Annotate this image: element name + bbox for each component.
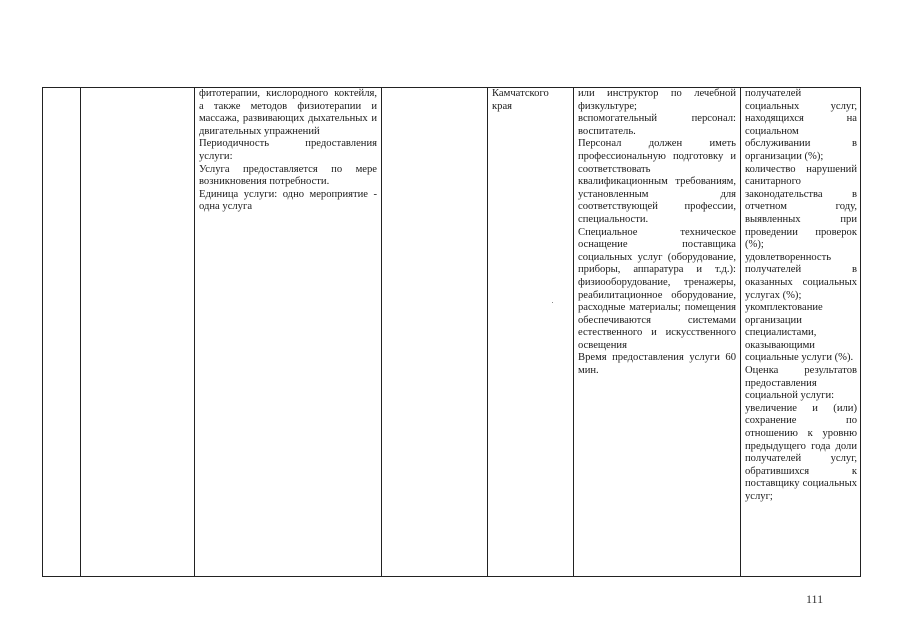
column-border (487, 87, 488, 577)
indicator-share-recipients: получателей социальных услуг, находящихся на социальном обслуживании в организации (%); (745, 88, 857, 162)
description-methods: фитотерапии, кислородного коктейля, а также методов физиотерапии и массажа, развивающих дыхательных и двигательных упражнений (199, 88, 377, 137)
conditions-auxiliary-staff: вспомогательный персонал: воспитатель. (578, 113, 736, 137)
indicator-evaluation-heading: Оценка результатов предоставления социальной услуги: (745, 365, 857, 402)
column-border (194, 87, 195, 577)
page-number: 111 (806, 592, 824, 606)
description-periodicity-heading: Периодичность предоставления услуги: (199, 138, 377, 162)
column-border (740, 87, 741, 577)
scan-speck (552, 302, 553, 303)
table-top-border (42, 87, 860, 88)
conditions-duration: Время предоставления услуги 60 мин. (578, 352, 736, 377)
conditions-qualification: Персонал должен иметь профессиональную подготовку и соответствовать квалификационным требованиям, установленным для соответствующей профессии, специальности. (578, 138, 736, 225)
indicator-evaluation-text: увеличение и (или) сохранение по отношению к уровню предыдущего года доли получателей услуг, обратившихся к поставщику социальных услуг; (745, 402, 857, 502)
description-unit: Единица услуги: одно мероприятие - одна услуга (199, 188, 377, 213)
indicator-sanitary-violations: количество нарушений санитарного законодательства в отчетном году, выявленных при проведении проверок (%); (745, 163, 857, 251)
region-text: Камчатского края (492, 88, 549, 112)
description-periodicity-text: Услуга предоставляется по мере возникновения потребности. (199, 163, 377, 188)
quality-indicators-cell (745, 88, 857, 504)
column-border (860, 87, 861, 577)
service-description-cell (199, 88, 377, 214)
indicator-staffing: укомплектование организации специалистами, оказывающими социальные услуги (%). (745, 302, 854, 364)
column-border (80, 87, 81, 577)
service-conditions-cell (578, 88, 736, 378)
column-border (381, 87, 382, 577)
conditions-instructor: или инструктор по лечебной физкультуре; (578, 88, 736, 112)
indicator-satisfaction: удовлетворенность получателей в оказанных социальных услугах (%); (745, 251, 857, 301)
column-border (573, 87, 574, 577)
table-bottom-border (42, 576, 860, 577)
conditions-equipment: Специальное техническое оснащение поставщика социальных услуг (оборудование, приборы, аппаратура и т.д.): физиооборудование, тренажеры, реабилитационное оборудование, расходные материалы; помещения обеспечиваются системами естественного и искусственного освещения (578, 226, 736, 351)
column-border (42, 87, 43, 577)
region-cell (492, 88, 564, 113)
